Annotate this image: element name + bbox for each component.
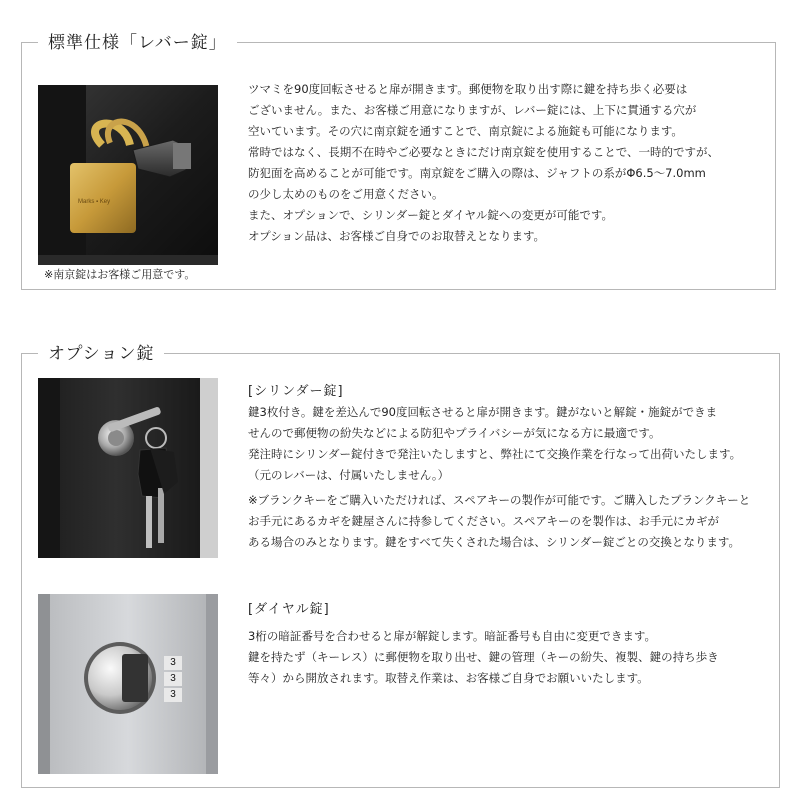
desc-line: 3桁の暗証番号を合わせると扉が解錠します。暗証番号も自由に変更できます。: [248, 629, 656, 643]
desc-line: 等々）から開放されます。取替え作業は、お客様ご自身でお願いいたします。: [248, 671, 649, 685]
cylinder-lock-note: [248, 490, 750, 553]
option-lock-title: オプション錠: [38, 342, 164, 366]
standard-spec-title: 標準仕様「レバー錠」: [38, 31, 237, 55]
desc-line: せんので郵便物の紛失などによる防犯やプライバシーが気になる方に最適です。: [248, 426, 661, 440]
desc-line: 鍵3枚付き。鍵を差込んで90度回転させると扉が開きます。鍵がないと解錠・施錠ができま: [248, 405, 718, 419]
svg-text:Marks ▪ Key: Marks ▪ Key: [78, 199, 111, 205]
desc-line: ツマミを90度回転させると扉が開きます。郵便物を取り出す際に鍵を持ち歩く必要は: [248, 82, 688, 96]
lever-lock-description: [248, 79, 719, 247]
cylinder-key-image: [38, 378, 218, 558]
dial-lock-photo: [38, 594, 218, 774]
note-line: ※ブランクキーをご購入いただければ、スペアキーの製作が可能です。ご購入したブランクキーと: [248, 493, 751, 507]
dial-wheel-2[interactable]: 3: [164, 672, 182, 686]
desc-line: （元のレバーは、付属いたしません。）: [248, 468, 450, 482]
desc-line: 鍵を持たず（キーレス）に郵便物を取り出せ、鍵の管理（キーの紛失、複製、鍵の持ち歩き: [248, 650, 719, 664]
cylinder-lock-photo: [38, 378, 218, 558]
desc-line: 発注時にシリンダー錠付きで発注いたしますと、弊社にて交換作業を行なって出荷いたします。: [248, 447, 742, 461]
dial-lock-image: [38, 594, 218, 774]
desc-line: 防犯面を高めることが可能です。南京錠をご購入の際は、ジャフトの系がΦ6.5～7.0mm: [248, 166, 706, 180]
dial-lock-description: [248, 626, 719, 689]
desc-line: ございません。また、お客様ご用意になりますが、レバー錠には、上下に貫通する穴が: [248, 103, 697, 117]
note-line: お手元にあるカギを鍵屋さんに持参してください。スペアキーのを製作は、お手元にカギが: [248, 514, 720, 528]
desc-line: の少し太めのものをご用意ください。: [248, 187, 444, 201]
lever-lock-photo: [38, 85, 218, 265]
desc-line: 常時ではなく、長期不在時やご必要なときにだけ南京錠を使用することで、一時的ですが、: [248, 145, 720, 159]
cylinder-lock-heading: [シリンダー錠]: [248, 384, 344, 399]
dial-wheel-1[interactable]: 3: [164, 656, 182, 670]
dial-wheel-3[interactable]: 3: [164, 688, 182, 702]
padlock-lever-image: [38, 85, 218, 265]
cylinder-lock-description: [248, 402, 741, 486]
dial-lock-heading: [ダイヤル錠]: [248, 602, 330, 617]
padlock-caption: ※南京錠はお客様ご用意です。: [44, 268, 196, 281]
desc-line: オプション品は、お客様ご自身でのお取替えとなります。: [248, 229, 546, 243]
desc-line: 空いています。その穴に南京錠を通すことで、南京錠による施錠も可能になります。: [248, 124, 683, 138]
desc-line: また、オプションで、シリンダー錠とダイヤル錠への変更が可能です。: [248, 208, 614, 222]
note-line: ある場合のみとなります。鍵をすべて失くされた場合は、シリンダー錠ごとの交換となります。: [248, 535, 740, 549]
